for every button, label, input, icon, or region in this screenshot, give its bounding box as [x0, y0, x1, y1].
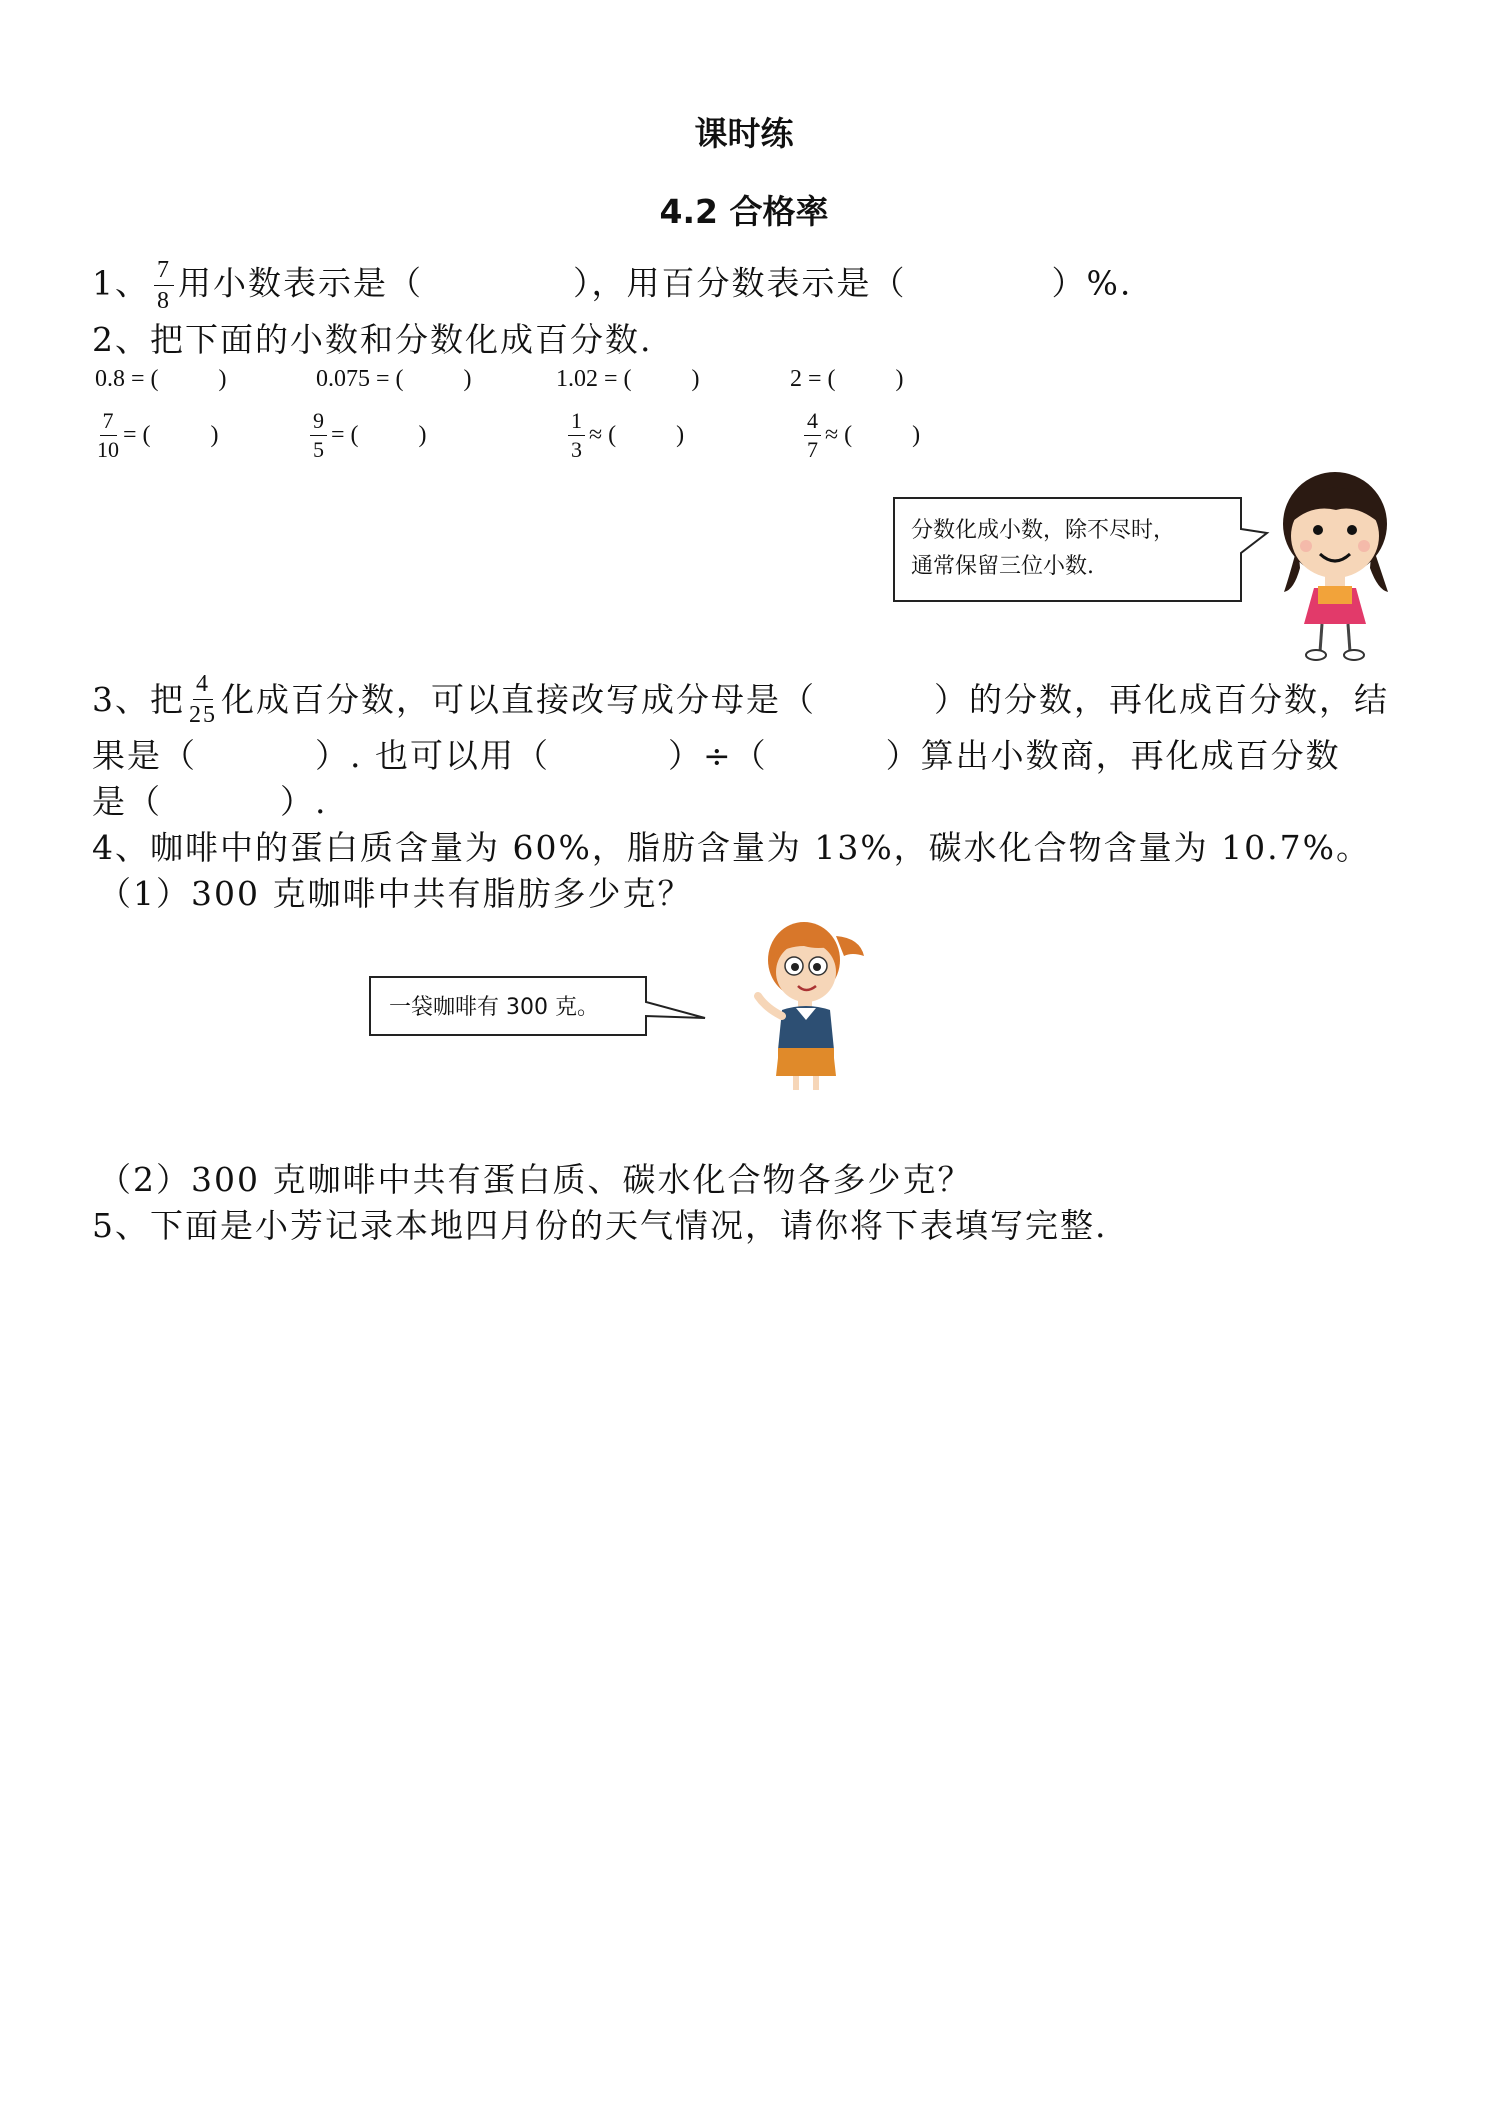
question-4-number: 4、 [92, 828, 150, 867]
close-paren: ) [676, 422, 685, 448]
operator: ≈ ( [589, 422, 617, 448]
question-3-text: ）÷（ [667, 736, 768, 775]
question-3-text-a: 把 [150, 679, 185, 719]
question-3-text: ）. [280, 782, 328, 821]
bubble-text: 一袋咖啡有 300 克。 [389, 995, 599, 1020]
conversion-item [564, 410, 684, 461]
fraction-numerator: 4 [804, 410, 821, 436]
question-3-number: 3、 [92, 679, 150, 719]
question-3-text: ）. 也可以用（ [315, 736, 550, 775]
fraction-denominator: 10 [97, 437, 119, 462]
question-5: 5、下面是小芳记录本地四月份的天气情况，请你将下表填写完整. [92, 1206, 1108, 1245]
fraction [310, 410, 327, 461]
page-title: 课时练 [694, 114, 794, 153]
question-2-prompt: 2、把下面的小数和分数化成百分数. [92, 320, 653, 359]
fraction-denominator: 8 [157, 288, 171, 314]
fraction-4-25 [189, 672, 217, 727]
fraction-numerator: 4 [193, 672, 213, 700]
operator: ≈ ( [825, 422, 853, 448]
close-paren: ) [210, 422, 219, 448]
page-subtitle: 4.2 合格率 [659, 192, 829, 231]
question-3-text: ）算出小数商，再化成百分数 [885, 736, 1341, 775]
question-1-text-c: ）%. [1051, 263, 1133, 303]
fraction-denominator: 25 [189, 702, 217, 728]
fraction [568, 410, 585, 461]
question-1-text-b: ），用百分数表示是（ [573, 263, 907, 303]
conversion-expression: 0.075 = ( [316, 366, 404, 392]
close-paren: ) [895, 366, 904, 392]
conversion-item [93, 410, 219, 461]
question-1-number: 1、 [92, 263, 150, 303]
conversion-item [790, 366, 904, 393]
conversion-expression: 2 = ( [790, 366, 836, 392]
fraction-numerator: 7 [100, 410, 117, 436]
fraction [804, 410, 821, 461]
close-paren: ) [912, 422, 921, 448]
question-4 [92, 828, 1371, 868]
close-paren: ) [463, 366, 472, 392]
conversion-item [556, 366, 700, 393]
conversion-expression: 1.02 = ( [556, 366, 632, 392]
close-paren: ) [691, 366, 700, 392]
fraction-numerator: 1 [568, 410, 585, 436]
girl-ponytail-illustration [748, 916, 868, 1100]
question-3-text: 果是（ [92, 736, 197, 775]
question-3-text: 是（ [92, 782, 162, 821]
question-4-text: 咖啡中的蛋白质含量为 60%，脂肪含量为 13%，碳水化合物含量为 10.7%。 [150, 828, 1371, 867]
question-3-line-1 [92, 672, 1389, 727]
girl-pigtails-illustration [1270, 464, 1400, 668]
fraction-denominator: 3 [571, 437, 582, 462]
conversion-item [95, 366, 227, 393]
question-3-line-2 [92, 736, 1341, 776]
question-4-part-1: （1）300 克咖啡中共有脂肪多少克？ [98, 874, 693, 913]
conversion-expression: 0.8 = ( [95, 366, 159, 392]
question-3-text-b: 化成百分数，可以直接改写成分母是（ [221, 679, 816, 719]
close-paren: ) [418, 422, 427, 448]
conversion-item [316, 366, 472, 393]
question-4-part-2: （2）300 克咖啡中共有蛋白质、碳水化合物各多少克？ [98, 1160, 973, 1199]
tip-line-1: 分数化成小数，除不尽时， [911, 518, 1176, 543]
fraction-7-8 [154, 258, 174, 313]
question-3-line-3 [92, 782, 328, 822]
fraction-denominator: 7 [807, 437, 818, 462]
fraction-numerator: 7 [154, 258, 174, 286]
tip-line-2: 通常保留三位小数. [911, 554, 1094, 579]
fraction-numerator: 9 [310, 410, 327, 436]
operator: = ( [331, 422, 359, 448]
conversion-item [306, 410, 427, 461]
operator: = ( [123, 422, 151, 448]
question-1-text-a: 用小数表示是（ [178, 263, 423, 303]
question-3-text-c: ）的分数，再化成百分数，结 [934, 679, 1389, 719]
close-paren: ) [218, 366, 227, 392]
conversion-item [800, 410, 920, 461]
fraction [97, 410, 119, 461]
fraction-denominator: 5 [313, 437, 324, 462]
question-1 [92, 258, 1132, 313]
